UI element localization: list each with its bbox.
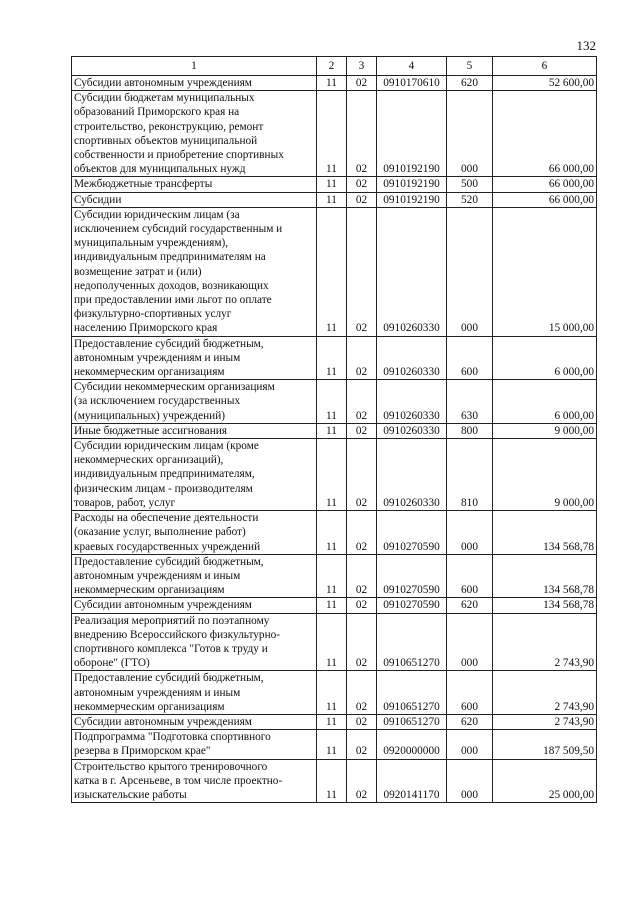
column-header-target-code: 4 (377, 57, 447, 76)
row-name: Субсидии автономным учреждениям (72, 76, 317, 91)
row-expense-type: 800 (447, 423, 493, 438)
row-amount: 9 000,00 (493, 423, 597, 438)
row-subsection: 02 (347, 192, 377, 207)
row-subsection: 02 (347, 759, 377, 803)
table-header-row (72, 57, 597, 76)
row-amount: 2 743,90 (493, 671, 597, 715)
row-subsection: 02 (347, 380, 377, 424)
row-target-code: 0910260330 (377, 336, 447, 380)
table-row (72, 554, 597, 598)
row-name: Субсидии некоммерческим организациям (за исключением государственных (муниципальных) учреждений) (72, 380, 317, 424)
table-row (72, 511, 597, 555)
row-expense-type: 000 (447, 207, 493, 336)
row-name: Межбюджетные трансферты (72, 177, 317, 192)
row-name: Иные бюджетные ассигнования (72, 423, 317, 438)
row-expense-type: 500 (447, 177, 493, 192)
row-target-code: 0910192190 (377, 91, 447, 177)
row-section: 11 (317, 439, 347, 511)
row-expense-type: 600 (447, 554, 493, 598)
table-row (72, 671, 597, 715)
row-subsection: 02 (347, 613, 377, 671)
row-amount: 134 568,78 (493, 554, 597, 598)
row-name: Субсидии автономным учреждениям (72, 714, 317, 729)
table-row (72, 730, 597, 759)
row-name: Строительство крытого тренировочного катка в г. Арсеньеве, в том числе проектно- изыскательские работы (72, 759, 317, 803)
table-row (72, 613, 597, 671)
table-row (72, 192, 597, 207)
row-subsection: 02 (347, 714, 377, 729)
table-row (72, 91, 597, 177)
row-target-code: 0910170610 (377, 76, 447, 91)
row-section: 11 (317, 759, 347, 803)
column-header-subsection: 3 (347, 57, 377, 76)
row-section: 11 (317, 598, 347, 613)
row-amount: 6 000,00 (493, 380, 597, 424)
row-expense-type: 810 (447, 439, 493, 511)
row-expense-type: 600 (447, 671, 493, 715)
row-section: 11 (317, 336, 347, 380)
row-name: Субсидии (72, 192, 317, 207)
column-header-amount: 6 (493, 57, 597, 76)
row-expense-type: 620 (447, 598, 493, 613)
column-header-name: 1 (72, 57, 317, 76)
row-subsection: 02 (347, 76, 377, 91)
row-subsection: 02 (347, 207, 377, 336)
row-amount: 66 000,00 (493, 177, 597, 192)
row-expense-type: 000 (447, 91, 493, 177)
row-section: 11 (317, 613, 347, 671)
row-target-code: 0910192190 (377, 177, 447, 192)
row-target-code: 0920141170 (377, 759, 447, 803)
table-row (72, 207, 597, 336)
row-target-code: 0910260330 (377, 380, 447, 424)
row-section: 11 (317, 76, 347, 91)
row-subsection: 02 (347, 91, 377, 177)
row-target-code: 0910270590 (377, 598, 447, 613)
row-subsection: 02 (347, 177, 377, 192)
row-expense-type: 600 (447, 336, 493, 380)
table-row (72, 759, 597, 803)
row-amount: 66 000,00 (493, 91, 597, 177)
row-expense-type: 000 (447, 759, 493, 803)
row-section: 11 (317, 91, 347, 177)
row-name: Субсидии юридическим лицам (за исключением субсидий государственным и муниципальным учреждениям), индивидуальным предпринимателям на возмещение затрат и (или) недополученных доходов, возникающих при предоставлении ими льгот по оплате физкультурно-спортивных услуг населению Приморского края (72, 207, 317, 336)
row-subsection: 02 (347, 671, 377, 715)
row-target-code: 0920000000 (377, 730, 447, 759)
row-subsection: 02 (347, 439, 377, 511)
row-name: Подпрограмма "Подготовка спортивного резерва в Приморском крае" (72, 730, 317, 759)
row-section: 11 (317, 177, 347, 192)
row-amount: 134 568,78 (493, 598, 597, 613)
row-expense-type: 630 (447, 380, 493, 424)
row-target-code: 0910192190 (377, 192, 447, 207)
row-section: 11 (317, 671, 347, 715)
row-amount: 134 568,78 (493, 511, 597, 555)
row-target-code: 0910260330 (377, 439, 447, 511)
row-amount: 9 000,00 (493, 439, 597, 511)
table-row (72, 76, 597, 91)
row-section: 11 (317, 423, 347, 438)
table-row (72, 439, 597, 511)
row-subsection: 02 (347, 598, 377, 613)
row-section: 11 (317, 730, 347, 759)
row-amount: 15 000,00 (493, 207, 597, 336)
row-target-code: 0910651270 (377, 714, 447, 729)
row-name: Субсидии бюджетам муниципальных образований Приморского края на строительство, реконструкцию, ремонт спортивных объектов муниципальной собственности и приобретение спортивных объектов для муниципальных нужд (72, 91, 317, 177)
row-section: 11 (317, 192, 347, 207)
table-row (72, 714, 597, 729)
table-row (72, 336, 597, 380)
row-name: Предоставление субсидий бюджетным, автономным учреждениям и иным некоммерческим организациям (72, 336, 317, 380)
row-target-code: 0910651270 (377, 671, 447, 715)
row-expense-type: 620 (447, 76, 493, 91)
row-amount: 2 743,90 (493, 714, 597, 729)
row-name: Расходы на обеспечение деятельности (оказание услуг, выполнение работ) краевых государственных учреждений (72, 511, 317, 555)
row-expense-type: 000 (447, 511, 493, 555)
table-row (72, 177, 597, 192)
row-amount: 52 600,00 (493, 76, 597, 91)
row-amount: 2 743,90 (493, 613, 597, 671)
column-header-expense-type: 5 (447, 57, 493, 76)
row-subsection: 02 (347, 730, 377, 759)
row-name: Субсидии юридическим лицам (кроме некоммерческих организаций), индивидуальным предпринимателям, физическим лицам - производителям товаров, работ, услуг (72, 439, 317, 511)
row-subsection: 02 (347, 423, 377, 438)
page-number: 132 (576, 38, 596, 53)
row-name: Субсидии автономным учреждениям (72, 598, 317, 613)
row-section: 11 (317, 511, 347, 555)
row-section: 11 (317, 714, 347, 729)
row-name: Реализация мероприятий по поэтапному внедрению Всероссийского физкультурно- спортивного комплекса "Готов к труду и обороне" (ГТО) (72, 613, 317, 671)
row-target-code: 0910260330 (377, 207, 447, 336)
row-target-code: 0910270590 (377, 554, 447, 598)
row-expense-type: 620 (447, 714, 493, 729)
row-expense-type: 000 (447, 613, 493, 671)
row-target-code: 0910260330 (377, 423, 447, 438)
row-section: 11 (317, 554, 347, 598)
column-header-section: 2 (317, 57, 347, 76)
budget-table (71, 56, 597, 803)
row-subsection: 02 (347, 511, 377, 555)
row-section: 11 (317, 207, 347, 336)
row-amount: 187 509,50 (493, 730, 597, 759)
row-name: Предоставление субсидий бюджетным, автономным учреждениям и иным некоммерческим организациям (72, 671, 317, 715)
row-section: 11 (317, 380, 347, 424)
row-expense-type: 520 (447, 192, 493, 207)
row-amount: 25 000,00 (493, 759, 597, 803)
row-subsection: 02 (347, 336, 377, 380)
row-name: Предоставление субсидий бюджетным, автономным учреждениям и иным некоммерческим организациям (72, 554, 317, 598)
row-amount: 6 000,00 (493, 336, 597, 380)
table-row (72, 423, 597, 438)
row-amount: 66 000,00 (493, 192, 597, 207)
row-target-code: 0910270590 (377, 511, 447, 555)
table-row (72, 380, 597, 424)
row-target-code: 0910651270 (377, 613, 447, 671)
table-row (72, 598, 597, 613)
row-subsection: 02 (347, 554, 377, 598)
row-expense-type: 000 (447, 730, 493, 759)
